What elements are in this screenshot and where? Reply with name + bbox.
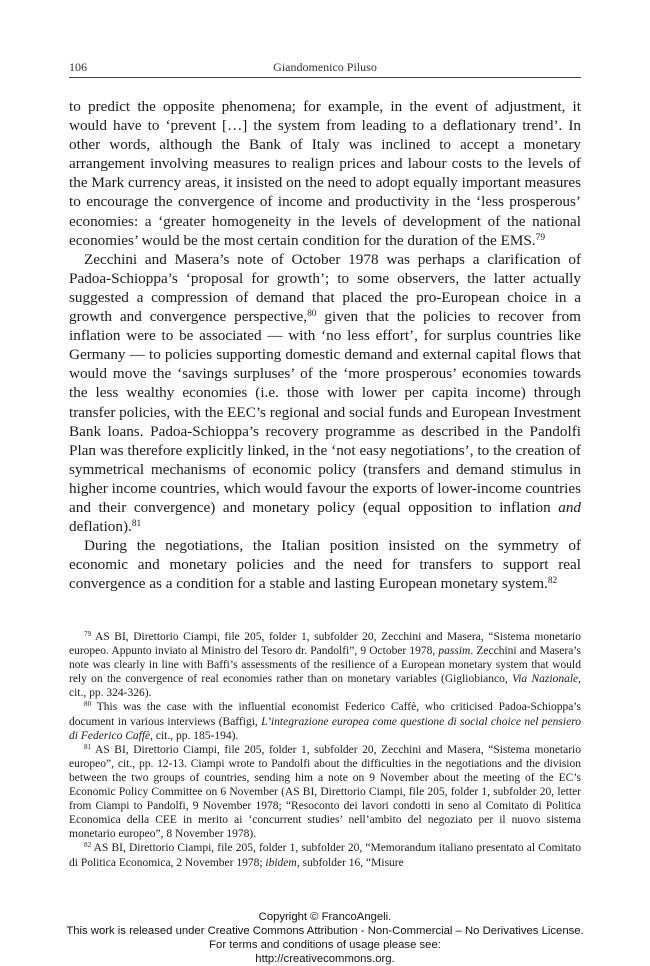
page-header — [69, 60, 581, 78]
license-line: This work is released under Creative Commons Attribution - Non-Commercial – No Derivatives License. — [66, 925, 584, 937]
footnote-italic: passim — [438, 645, 471, 658]
paragraph — [69, 536, 581, 593]
header-rule — [69, 77, 581, 78]
license-url: http://creativecommons.org. — [255, 953, 395, 965]
footnote-italic: ibidem — [265, 856, 297, 869]
paragraph-text: given that the policies to recover from inflation were to be associated — with ‘no less effort’, for surplus countries like Germany — to policies supporting domestic demand and external capital flows that would move the ‘savings surpluses’ of the ‘more prosperous’ economies towards the less wealthy economies (i.e. those with lower per capita income) through transfer policies, with the EEC’s regional and social funds and European Investment Bank loans. Padoa-Schioppa’s recovery programme as described in the Pandolfi Plan was therefore explicitly linked, in the ‘not easy negotiations’, to the creation of symmetrical mechanisms of economic policy (transfers and demand stimulus in higher income countries, which would favour the exports of lower-income countries and their convergence) and monetary policy (equal opposition to inflation — [69, 308, 582, 516]
footnote-text: , subfolder 16, “Misure — [296, 856, 404, 869]
footnote-italic: L’integrazione europea come questione di social choice nel pensiero di Federico Caffè — [69, 715, 581, 742]
footnote-italic: Via Nazionale — [512, 673, 579, 686]
footnote-text: This was the case with the influential economist Federico Caffè, who criticised Padoa-Schioppa’s document in various interviews (Baffigi, — [69, 701, 581, 728]
emphasis: and — [558, 498, 581, 516]
footnote-text: AS BI, Direttorio Ciampi, file 205, folder 1, subfolder 20, Zecchini and Masera, “Sistema monetario europeo. Appunto inviato al Ministro del Tesoro dr. Pandolfi”, 9 October 1978, — [69, 631, 581, 658]
footnote-ref: 80 — [307, 308, 317, 319]
footnote-text: AS BI, Direttorio Ciampi, file 205, folder 1, subfolder 20, Zecchini and Masera, “Sistema monetario europeo”, cit., pp. 12-13. Ciampi wrote to Pandolfi about the difficulties in the negotiations and the division between the two groups of countries, sending him a note on 9 November about the meeting of the EC’s Economic Policy Committee on 6 November (AS BI, Direttorio Ciampi, file 205, folder 1, subfolder 20, letter from Ciampi to Pandolfi, 9 November 1978; “Resoconto dei lavori condotti in seno al Comitato di Politica Economica della CEE in merito ai ‘concurrent studies’ nell’ambito del negoziato per il nuovo sistema monetario europeo”, 8 November 1978). — [69, 743, 581, 841]
footnote-number: 81 — [84, 742, 92, 751]
terms-line: For terms and conditions of usage please see: — [209, 939, 441, 951]
footnotes — [69, 630, 581, 870]
footnote — [69, 841, 581, 869]
footnote — [69, 743, 581, 842]
paragraph-text: Zecchini and Masera’s note of October 1978 was perhaps a clarification of Padoa-Schioppa’s ‘proposal for growth’; to some observers, the latter actually suggested a compression of demand that placed the pro-European choice in a growth and convergence perspective, — [69, 250, 581, 326]
footnote — [69, 700, 581, 742]
paragraph-text: to predict the opposite phenomena; for example, in the event of adjustment, it would have to ‘prevent […] the system from leading to a deflationary trend’. In other words, although the Bank of Italy was inclined to accept a monetary arrangement involving measures to realign prices and labour costs to the levels of the Mark currency areas, it insisted on the need to adopt equally important measures to encourage the convergence of income and productivity in the ‘less prosperous’ economies: a ‘greater homogeneity in the levels of development of the national economies’ would be the most certain condition for the duration of the EMS. — [69, 98, 581, 249]
page-number: 106 — [69, 60, 87, 74]
paragraph-text: deflation). — [69, 518, 132, 536]
license-notice — [0, 910, 650, 966]
copyright-line: Copyright © FrancoAngeli. — [258, 911, 392, 923]
body-text — [69, 97, 581, 593]
footnote-number: 80 — [84, 700, 92, 709]
footnote-ref: 79 — [535, 232, 546, 243]
paragraph — [69, 97, 581, 250]
running-head: Giandomenico Piluso — [273, 60, 377, 74]
footnote-number: 79 — [84, 630, 92, 639]
footnote-ref: 81 — [131, 518, 142, 529]
footnote-text: . Zecchini and Masera’s note was clearly in line with Baffi’s assessments of the resilience of a European monetary system that would rely on the convergence of real economies rather than on monetary variables (Gigliobianco, — [69, 645, 581, 686]
footnote-ref: 82 — [547, 576, 558, 587]
footnote-text: , cit., pp. 324-326). — [69, 673, 581, 700]
footnote-number: 82 — [84, 841, 92, 850]
footnote — [69, 630, 581, 700]
paragraph — [69, 250, 581, 536]
footnote-text: , cit., pp. 185-194). — [150, 729, 239, 742]
footnote-text: AS BI, Direttorio Ciampi, file 205, folder 1, subfolder 20, “Memorandum italiano presentato al Comitato di Politica Economica, 2 November 1978; — [69, 842, 581, 869]
paragraph-text: During the negotiations, the Italian position insisted on the symmetry of economic and monetary policies and the need for transfers to support real convergence as a condition for a stable and lasting European monetary system. — [69, 537, 581, 593]
